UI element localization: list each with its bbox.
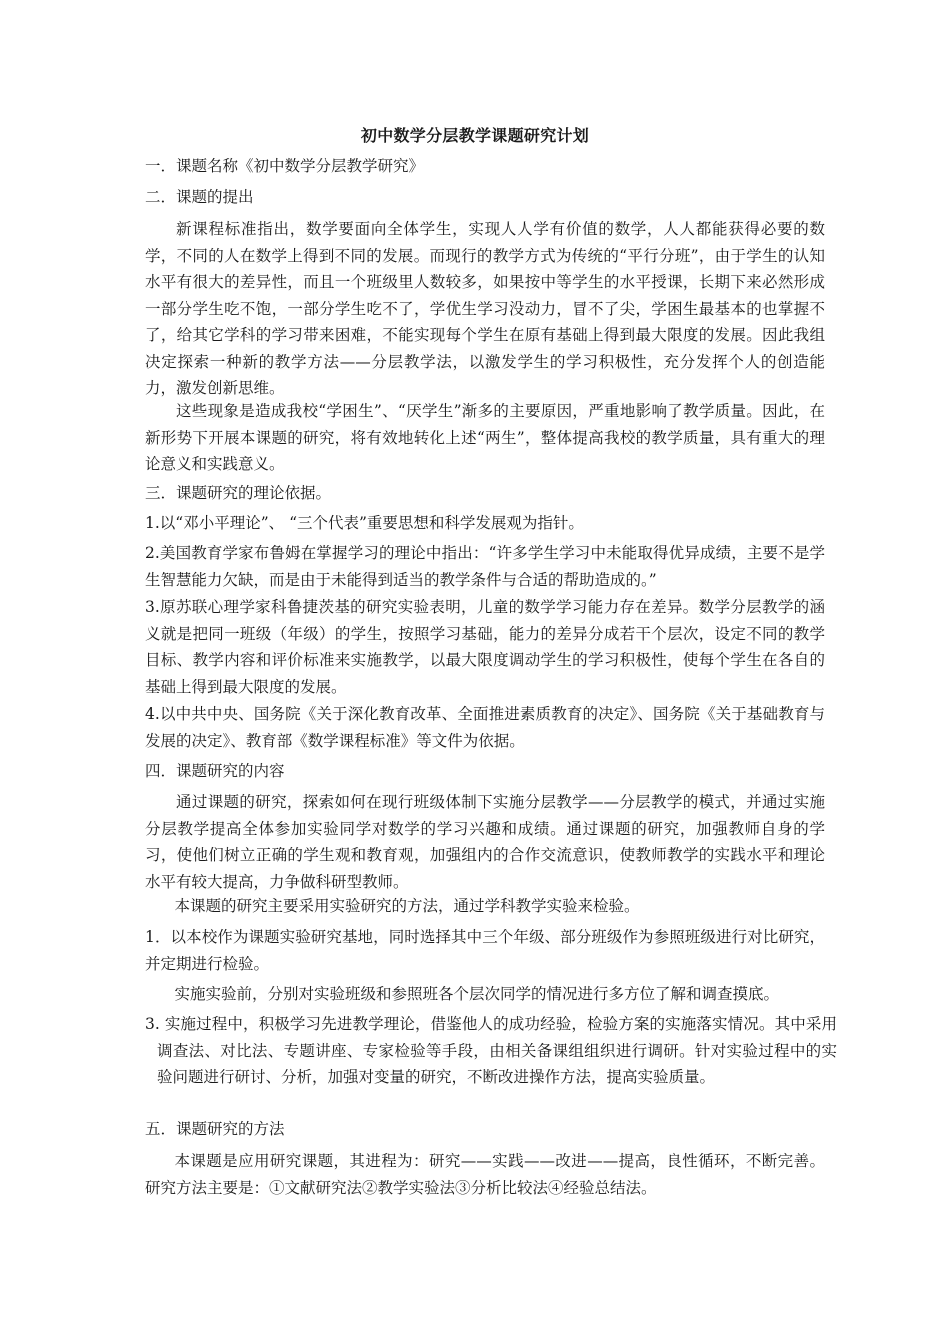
section-2-heading: 二．课题的提出 bbox=[145, 188, 254, 206]
paragraph-phenomena: 这些现象是造成我校“学困生”、“厌学生”渐多的主要原因，严重地影响了教学质量。因此，在新形势下开展本课题的研究，将有效地转化上述“两生”，整体提高我校的教学质量，具有重大的理论意义和实践意义。 bbox=[145, 402, 825, 473]
section-4-heading: 四．课题研究的内容 bbox=[145, 762, 285, 780]
document-title: 初中数学分层教学课题研究计划 bbox=[360, 126, 590, 145]
theory-item-2: 2.美国教育学家布鲁姆在掌握学习的理论中指出：“许多学生学习中未能取得优异成绩，主要不是学生智慧能力欠缺，而是由于未能得到适当的教学条件与合适的帮助造成的。” bbox=[145, 544, 825, 589]
paragraph-research-content: 通过课题的研究，探索如何在现行班级体制下实施分层教学——分层教学的模式，并通过实施分层教学提高全体参加实验同学对数学的学习兴趣和成绩。通过课题的研究，加强教师自身的学习，使他们树立正确的学生观和教育观，加强组内的合作交流意识，使教师教学的实践水平和理论水平有较大提高，力争做科研型教师。 bbox=[145, 793, 825, 891]
theory-item-4: 4.以中共中央、国务院《关于深化教育改革、全面推进素质教育的决定》、国务院《关于基础教育与发展的决定》、教育部《数学课程标准》等文件为依据。 bbox=[145, 705, 825, 750]
paragraph-background: 新课程标准指出，数学要面向全体学生，实现人人学有价值的数学，人人都能获得必要的数学，不同的人在数学上得到不同的发展。而现行的教学方式为传统的“平行分班”，由于学生的认知水平有很大的差异性，而且一个班级里人数较多，如果按中等学生的水平授课，长期下来必然形成一部分学生吃不饱，一部分学生吃不了，学优生学习没动力，冒不了尖，学困生最基本的也掌握不了，给其它学科的学习带来困难，不能实现每个学生在原有基础上得到最大限度的发展。因此我组决定探索一种新的教学方法——分层教学法，以激发学生的学习积极性，充分发挥个人的创造能力，激发创新思维。 bbox=[145, 220, 825, 397]
paragraph-research-methods: 本课题是应用研究课题，其进程为：研究——实践——改进——提高，良性循环，不断完善。研究方法主要是：①文献研究法②教学实验法③分析比较法④经验总结法。 bbox=[145, 1152, 825, 1197]
section-5-heading: 五．课题研究的方法 bbox=[145, 1120, 285, 1138]
paragraph-method-summary: 本课题的研究主要采用实验研究的方法，通过学科教学实验来检验。 bbox=[174, 897, 640, 915]
theory-item-1: 1.以“邓小平理论”、 “三个代表”重要思想和科学发展观为指针。 bbox=[145, 514, 584, 532]
content-item-1: 1．以本校作为课题实验研究基地，同时选择其中三个年级、部分班级作为参照班级进行对比研究，并定期进行检验。 bbox=[145, 928, 825, 973]
section-1-heading: 一．课题名称《初中数学分层教学研究》 bbox=[145, 157, 425, 175]
paragraph-pre-survey: 实施实验前，分别对实验班级和参照班各个层次同学的情况进行多方位了解和调查摸底。 bbox=[174, 985, 779, 1003]
theory-item-3: 3.原苏联心理学家科鲁捷茨基的研究实验表明，儿童的数学学习能力存在差异。数学分层教学的涵义就是把同一班级（年级）的学生，按照学习基础，能力的差异分成若干个层次，设定不同的教学目标、教学内容和评价标准来实施教学，以最大限度调动学生的学习积极性，使每个学生在各自的基础上得到最大限度的发展。 bbox=[145, 598, 825, 696]
section-3-heading: 三．课题研究的理论依据。 bbox=[145, 484, 332, 502]
content-item-3: 3. 实施过程中，积极学习先进教学理论，借鉴他人的成功经验，检验方案的实施落实情况。其中采用调查法、对比法、专题讲座、专家检验等手段，由相关备课组组织进行调研。针对实验过程中的实验问题进行研讨、分析，加强对变量的研究，不断改进操作方法，提高实验质量。 bbox=[145, 1015, 837, 1086]
